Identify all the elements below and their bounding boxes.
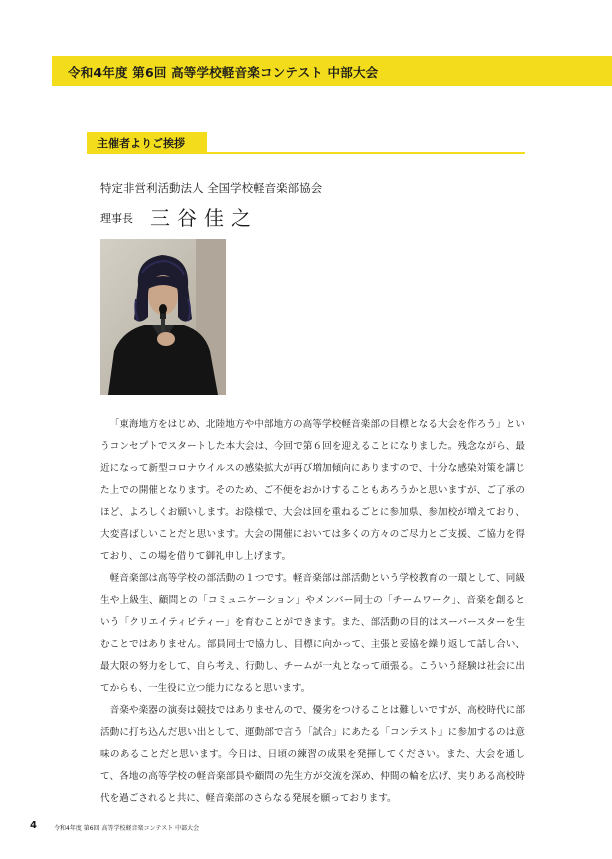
section-divider — [87, 152, 525, 154]
author-name: 三谷佳之 — [150, 206, 258, 230]
author-role: 理事長 — [100, 212, 133, 225]
footer-title: 令和4年度 第6回 高等学校軽音楽コンテスト 中部大会 — [54, 825, 200, 832]
greeting-body — [100, 414, 525, 810]
organization-name: 特定非営利活動法人 全国学校軽音楽部協会 — [100, 181, 323, 195]
header-title: 令和4年度 第6回 高等学校軽音楽コンテスト 中部大会 — [68, 65, 379, 80]
portrait-photo — [100, 239, 226, 395]
paragraph-3: 音楽や楽器の演奏は競技ではありませんので、優劣をつけることは難しいですが、高校時代に部活動に打ち込んだ思い出として、運動部で言う「試合」にあたる「コンテスト」に参加するのは意味のあることだと思います。今日は、日頃の練習の成果を発揮してください。また、大会を通して、各地の高等学校の軽音楽部員や顧問の先生方が交流を深め、仲間の輪を広げ、実りある高校時代を過ごされると共に、軽音楽部のさらなる発展を願っております。 — [100, 705, 525, 804]
header-bar — [52, 56, 612, 86]
page-number: 4 — [30, 820, 37, 831]
portrait-illustration — [100, 239, 226, 395]
paragraph-1: 「東海地方をはじめ、北陸地方や中部地方の高等学校軽音楽部の目標となる大会を作ろう」というコンセプトでスタートした本大会は、今回で第６回を迎えることになりました。残念ながら、最近になって新型コロナウイルスの感染拡大が再び増加傾向にありますので、十分な感染対策を講じた上での開催となります。そのため、ご不便をおかけすることもあろうかと思いますが、ご了承のほど、よろしくお願いします。お陰様で、大会は回を重ねるごとに参加県、参加校が増えており、大変喜ばしいことだと思います。大会の開催においては多くの方々のご尽力とご支援、ご協力を得ており、この場を借りて御礼申し上げます。 — [100, 419, 525, 562]
section-tab — [87, 132, 207, 152]
section-label: 主催者よりご挨拶 — [97, 137, 185, 150]
paragraph-2: 軽音楽部は高等学校の部活動の１つです。軽音楽部は部活動という学校教育の一環として、同級生や上級生、顧問との「コミュニケーション」やメンバー同士の「チームワーク」、音楽を創るという「クリエイティビティー」を育むことができます。また、部活動の目的はスーパースターを生むことではありません。部員同士で協力し、目標に向かって、主張と妥協を繰り返して話し合い、最大限の努力をして、自ら考え、行動し、チームが一丸となって頑張る。こういう経験は社会に出てからも、一生役に立つ能力になると思います。 — [100, 573, 525, 694]
